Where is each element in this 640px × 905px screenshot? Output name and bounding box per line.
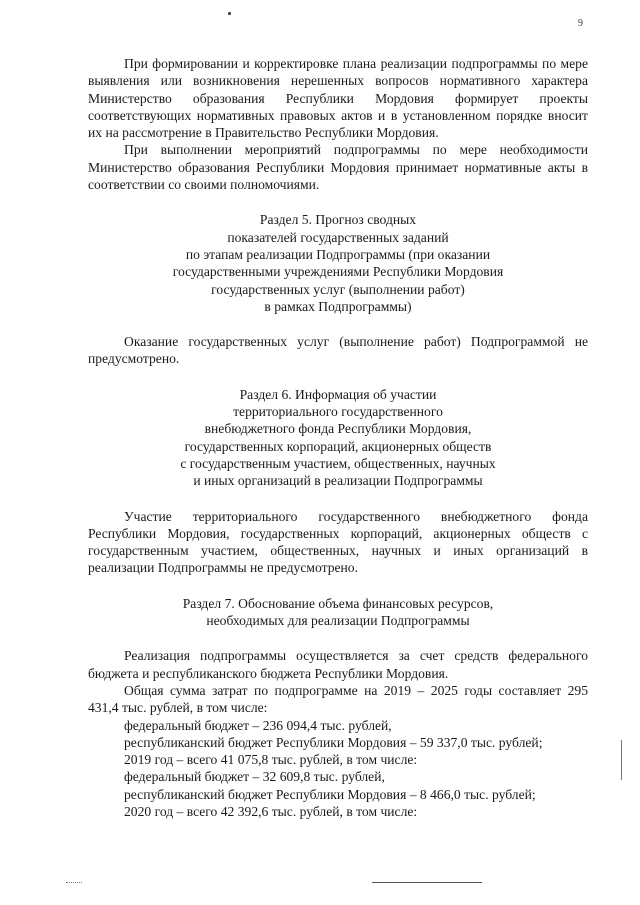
section-7-total: Общая сумма затрат по подпрограмме на 2019 – 2025 годы составляет 295 431,4 тыс. рублей, в том числе:: [88, 682, 588, 716]
heading-line: территориального государственного: [233, 404, 443, 420]
page-number: 9: [578, 18, 583, 29]
heading-line: показателей государственных заданий: [227, 229, 449, 245]
section-5-heading: [88, 211, 588, 315]
list-item: 2020 год – всего 42 392,6 тыс. рублей, в том числе:: [124, 803, 418, 819]
section-6-heading: [88, 386, 588, 490]
section-7-funding-sources: Реализация подпрограммы осуществляется за счет средств федерального бюджета и республиканского бюджета Республики Мордовия.: [88, 648, 588, 681]
heading-line: необходимых для реализации Подпрограммы: [206, 613, 470, 629]
heading-line: внебюджетного фонда Республики Мордовия,: [204, 421, 472, 437]
scan-mark: [228, 12, 231, 15]
scan-artifact-line: [372, 882, 482, 883]
heading-line: по этапам реализации Подпрограммы (при оказании: [185, 246, 491, 262]
heading-line: Раздел 6. Информация об участии: [239, 386, 437, 402]
scan-artifact-dots: [66, 882, 82, 884]
heading-line: государственных корпораций, акционерных обществ: [184, 438, 492, 454]
list-item: федеральный бюджет – 32 609,8 тыс. рублей,: [124, 769, 385, 785]
list-item: республиканский бюджет Республики Мордовия – 59 337,0 тыс. рублей;: [124, 734, 543, 750]
heading-line: с государственным участием, общественных, научных: [180, 455, 496, 471]
list-item: 2019 год – всего 41 075,8 тыс. рублей, в том числе:: [124, 752, 418, 768]
scan-artifact-bar: [621, 740, 622, 780]
heading-line: Раздел 5. Прогноз сводных: [259, 212, 417, 228]
heading-line: государственных услуг (выполнении работ): [211, 281, 465, 297]
section-6-body: Участие территориального государственного внебюджетного фонда Республики Мордовия, государственных корпораций, акционерных обществ с государственным участием, общественных, научных и иных организаций в реализации Подпрограммы не предусмотрено.: [88, 508, 588, 576]
document-body: [88, 55, 588, 820]
heading-line: Раздел 7. Обоснование объема финансовых ресурсов,: [182, 595, 494, 611]
paragraph-plan-correction: При формировании и корректировке плана реализации подпрограммы по мере выявления или возникновения нерешенных вопросов нормативного характера Министерство образования Республики Мордовия формирует проекты соответствующих нормативных правовых актов и в установленном порядке вносит их на рассмотрение в Правительство Республики Мордовия.: [88, 56, 588, 141]
list-item: республиканский бюджет Республики Мордовия – 8 466,0 тыс. рублей;: [124, 786, 536, 802]
heading-line: в рамках Подпрограммы): [264, 298, 412, 314]
section-7-heading: [88, 595, 588, 630]
list-item: федеральный бюджет – 236 094,4 тыс. рублей,: [124, 717, 392, 733]
heading-line: государственными учреждениями Республики Мордовия: [172, 264, 504, 280]
heading-line: и иных организаций в реализации Подпрограммы: [193, 473, 483, 489]
section-5-body: Оказание государственных услуг (выполнение работ) Подпрограммой не предусмотрено.: [88, 334, 588, 367]
paragraph-normative-acts: При выполнении мероприятий подпрограммы по мере необходимости Министерство образования Республики Мордовия принимает нормативные акты в соответствии со своими полномочиями.: [88, 142, 588, 193]
